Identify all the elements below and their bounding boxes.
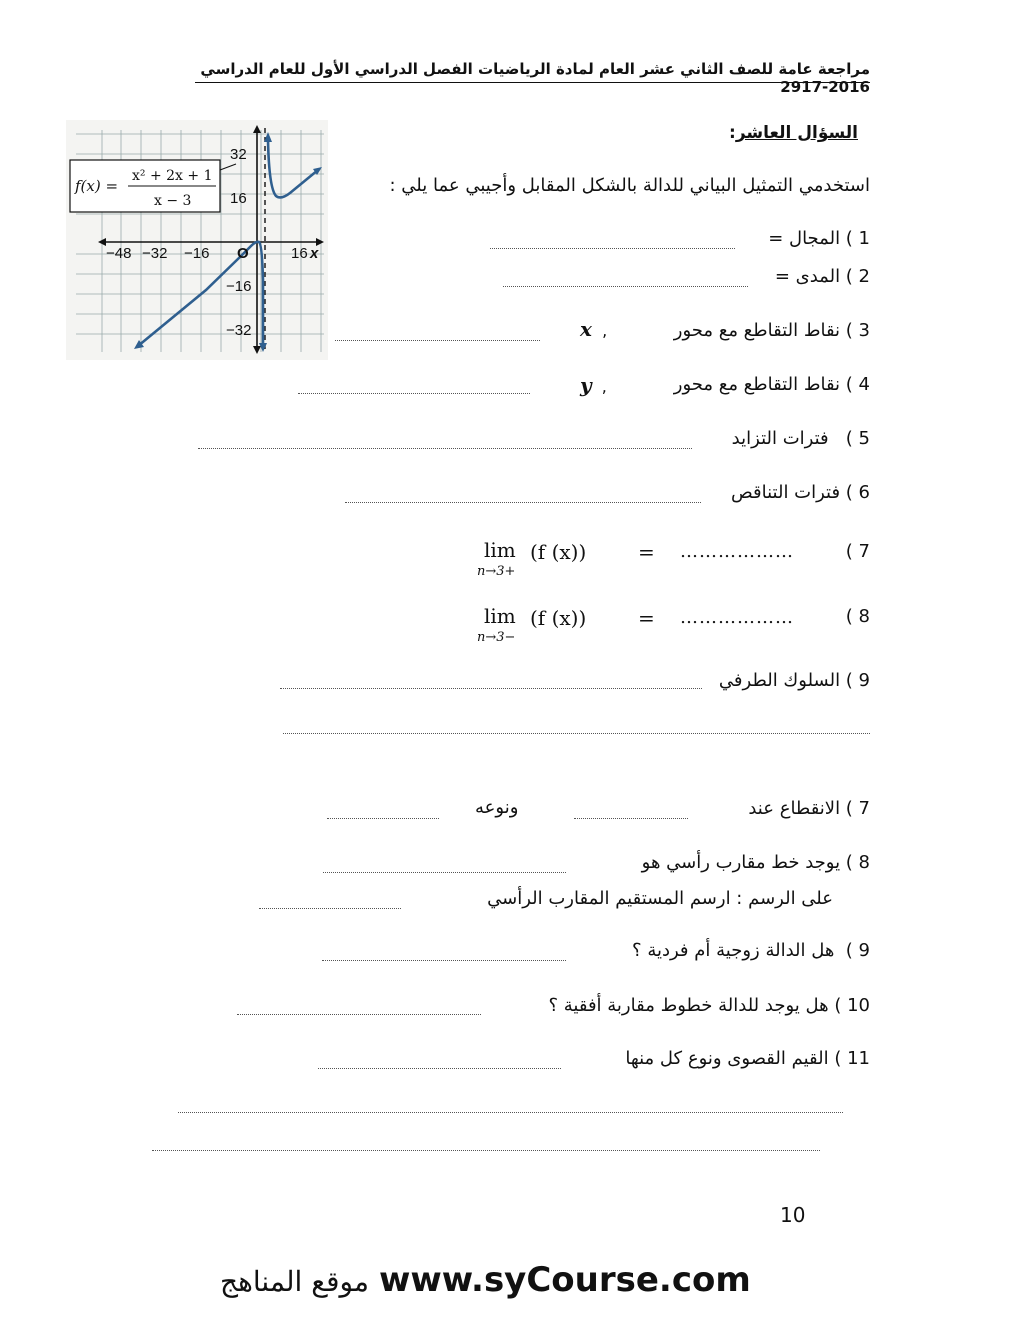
item-vertical-asymptote: 8 ) يوجد خط مقارب رأسي هو <box>641 852 870 873</box>
answer-line-9a[interactable] <box>280 688 702 689</box>
item-horizontal-asymptotes: 10 ) هل يوجد للدالة خطوط مقاربة أفقية ؟ <box>548 995 870 1016</box>
item-x-intercepts: 3 ) نقاط التقاطع مع محور <box>673 320 870 341</box>
limit-left-sub: n→3− <box>477 630 516 645</box>
function-numerator: x² + 2x + 1 <box>132 168 213 184</box>
y-tick-neg16: −16 <box>226 278 252 295</box>
item-limit-right: 7 ) <box>845 541 870 562</box>
answer-line-6[interactable] <box>345 502 701 503</box>
answer-line-extrema-3[interactable] <box>152 1150 820 1151</box>
answer-line-2[interactable] <box>503 286 748 287</box>
function-label: f(x) = <box>75 177 119 195</box>
answer-line-extrema-2[interactable] <box>178 1112 843 1113</box>
x-tick-16: 16 <box>291 245 308 262</box>
x-tick-neg32: −32 <box>142 245 168 262</box>
limit-right-blank[interactable]: ……………… <box>680 541 794 562</box>
x-tick-neg48: −48 <box>106 245 132 262</box>
footer-watermark <box>220 1260 751 1300</box>
answer-line-asym-draw[interactable] <box>259 908 401 909</box>
answer-line-9b[interactable] <box>283 733 870 734</box>
y-tick-neg32: −32 <box>226 322 252 339</box>
answer-line-disc-at[interactable] <box>574 818 688 819</box>
item-decreasing: 6 ) فترات التناقص <box>730 482 870 503</box>
item-discontinuity: 7 ) الانقطاع عند <box>748 798 870 819</box>
function-graph <box>66 120 328 360</box>
item-y-intercepts: 4 ) نقاط التقاطع مع محور <box>673 374 870 395</box>
item-increasing: 5 ) فترات التزايد <box>731 428 870 449</box>
draw-asymptote-instruction: على الرسم : ارسم المستقيم المقارب الرأسي <box>487 888 833 909</box>
origin-label: O <box>237 245 249 262</box>
answer-line-horiz[interactable] <box>237 1014 481 1015</box>
item-end-behavior: 9 ) السلوك الطرفي <box>718 670 870 691</box>
answer-line-disc-type[interactable] <box>327 818 439 819</box>
item-range: 2 ) المدى = <box>774 266 870 287</box>
answer-line-5[interactable] <box>198 448 692 449</box>
function-denominator: x − 3 <box>154 193 192 209</box>
y-tick-32: 32 <box>230 146 247 163</box>
discontinuity-type-label: ونوعه <box>475 797 519 818</box>
answer-line-even-odd[interactable] <box>322 960 566 961</box>
question-intro: استخدمي التمثيل البياني للدالة بالشكل المقابل وأجيبي عما يلي : <box>389 175 870 196</box>
item-extrema: 11 ) القيم القصوى ونوع كل منها <box>625 1048 870 1069</box>
limit-left-expr: (f (x)) <box>530 606 587 630</box>
answer-line-asym[interactable] <box>323 872 566 873</box>
item-limit-left: 8 ) <box>845 606 870 627</box>
item-even-odd: 9 ) هل الدالة زوجية أم فردية ؟ <box>632 940 870 961</box>
x-tick-neg16: −16 <box>184 245 210 262</box>
limit-right-sub: n→3+ <box>477 564 516 579</box>
page-number: 10 <box>780 1203 806 1227</box>
limit-right-eq: = <box>638 540 655 564</box>
question-title-colon: : <box>729 123 736 143</box>
x-axis-label: x <box>310 245 319 262</box>
question-title-text: السؤال العاشر <box>735 123 858 143</box>
answer-line-4[interactable] <box>298 393 530 394</box>
x-variable: x , <box>580 317 608 341</box>
limit-left-lim: lim <box>484 604 516 628</box>
limit-left-blank[interactable]: ……………… <box>680 607 794 628</box>
header-rule <box>195 82 870 83</box>
limit-left-eq: = <box>638 606 655 630</box>
answer-line-3[interactable] <box>335 340 540 341</box>
footer-site[interactable]: www.syCourse.com <box>378 1260 751 1300</box>
footer-arabic: موقع المناهج <box>220 1265 369 1298</box>
answer-line-extrema[interactable] <box>318 1068 561 1069</box>
y-tick-16: 16 <box>230 190 247 207</box>
answer-line-1[interactable] <box>490 248 735 249</box>
question-title <box>729 123 858 143</box>
y-variable: y , <box>580 373 607 397</box>
limit-right-expr: (f (x)) <box>530 540 587 564</box>
item-domain: 1 ) المجال = <box>768 228 870 249</box>
limit-right-lim: lim <box>484 538 516 562</box>
page-header: مراجعة عامة للصف الثاني عشر العام لمادة الرياضيات الفصل الدراسي الأول للعام الدراسي 2016-2917 <box>200 60 870 96</box>
